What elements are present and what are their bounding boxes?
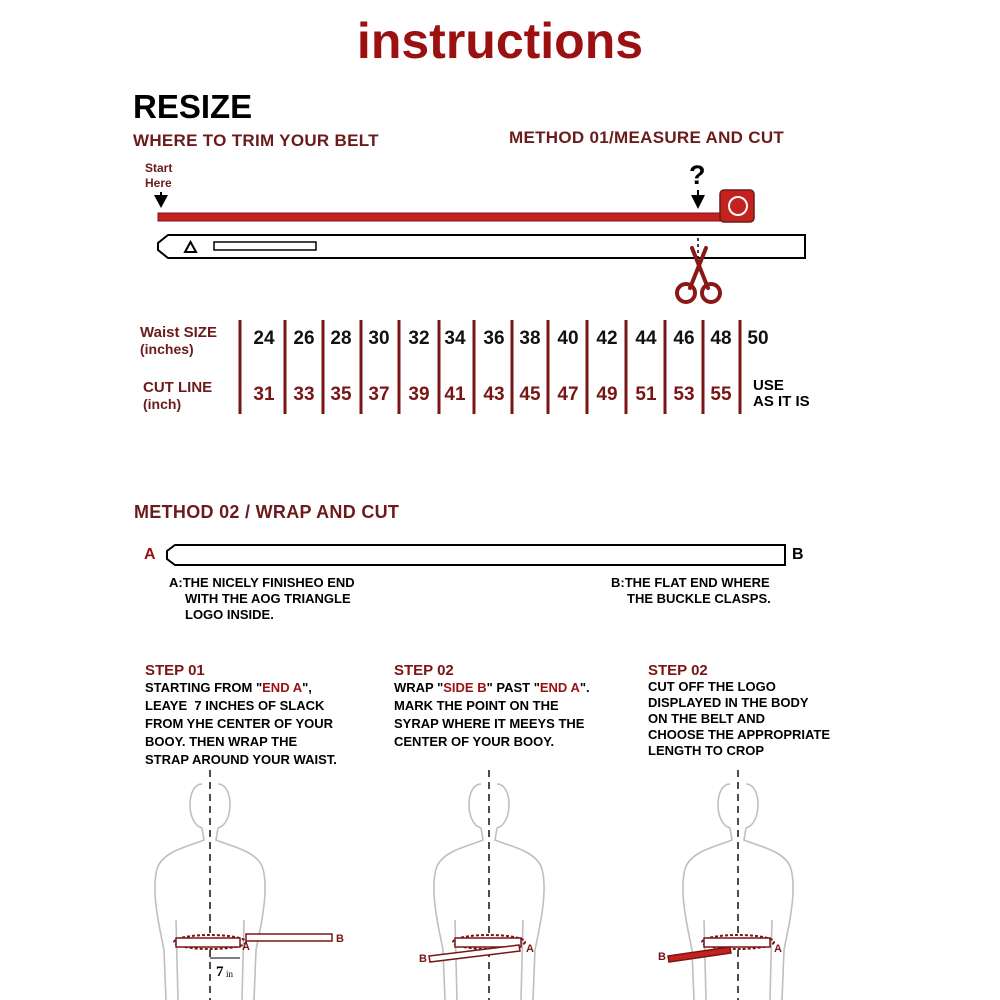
- step-3-label-a: A: [774, 943, 782, 955]
- step-3: [648, 662, 830, 759]
- step-1-figure: [155, 770, 332, 1000]
- page-title: instructions: [356, 13, 644, 69]
- use-as-is-note: USE AS IT IS: [753, 377, 810, 410]
- waist-size-cell: 30: [368, 328, 390, 349]
- start-here-label: Start Here: [145, 161, 173, 190]
- waist-size-cell: 46: [673, 328, 695, 349]
- cut-line-cell: 33: [293, 384, 315, 405]
- waist-size-cell: 24: [253, 328, 275, 349]
- waist-size-cell: 42: [596, 328, 618, 349]
- step-1-label-b: B: [336, 933, 344, 945]
- step-3-figure: [668, 770, 793, 1000]
- cut-line-cell: 37: [368, 384, 390, 405]
- question-mark: ?: [689, 160, 706, 190]
- waist-size-cell: 40: [557, 328, 579, 349]
- cut-line-cell: 47: [557, 384, 579, 405]
- waist-size-cell: 50: [747, 328, 769, 349]
- cut-line-label: CUT LINE (inch): [143, 379, 213, 412]
- step-2: [394, 662, 590, 751]
- waist-size-cell: 28: [330, 328, 352, 349]
- trim-subheading: WHERE TO TRIM YOUR BELT: [133, 131, 379, 150]
- end-b-label: B: [792, 546, 804, 563]
- step-2-figure: [429, 770, 544, 1000]
- slack-label: 7: [216, 964, 224, 980]
- waist-size-label: Waist SIZE (inches): [140, 324, 217, 357]
- cut-line-cell: 53: [673, 384, 695, 405]
- waist-size-cell: 26: [293, 328, 315, 349]
- waist-size-cell: 38: [519, 328, 541, 349]
- waist-size-cell: 36: [483, 328, 505, 349]
- slack-unit: in: [226, 969, 234, 979]
- step-3-text: CUT OFF THE LOGO DISPLAYED IN THE BODY ON THE BELT AND CHOOSE THE APPROPRIATE LENGTH TO CROP: [648, 679, 831, 758]
- method02-heading: METHOD 02 / WRAP AND CUT: [134, 502, 400, 522]
- cut-line-cell: 39: [408, 384, 430, 405]
- end-a-label: A: [144, 546, 156, 563]
- step-2-label-b: B: [419, 953, 427, 965]
- end-b-description: B:THE FLAT END WHERE THE BUCKLE CLASPS.: [611, 575, 771, 606]
- waist-size-cell: 44: [635, 328, 657, 349]
- step-3-title: STEP 02: [648, 662, 708, 679]
- method01-heading: METHOD 01/MEASURE AND CUT: [509, 128, 785, 147]
- figures: [0, 770, 1000, 1000]
- cut-line-cell: 45: [519, 384, 541, 405]
- waist-size-cell: 48: [710, 328, 732, 349]
- step-2-label-a: A: [526, 943, 534, 955]
- wrap-belt-icon: [167, 545, 785, 565]
- step-2-title: STEP 02: [394, 662, 454, 679]
- resize-heading: RESIZE: [133, 88, 253, 125]
- step-3-label-b: B: [658, 951, 666, 963]
- cut-line-cell: 31: [253, 384, 275, 405]
- step-1-text: STARTING FROM "END A", LEAYE 7 INCHES OF SLACK FROM YHE CENTER OF YOUR BOOY. THEN WRAP THE STRAP AROUND YOUR WAIST.: [145, 680, 337, 767]
- waist-size-cell: 34: [444, 328, 466, 349]
- cut-line-cell: 43: [483, 384, 505, 405]
- cut-line-cell: 35: [330, 384, 352, 405]
- step-2-text: WRAP "SIDE B" PAST "END A". MARK THE POINT ON THE SYRAP WHERE IT MEEYS THE CENTER OF YOUR BOOY.: [394, 680, 590, 749]
- cut-line-cell: 55: [710, 384, 732, 405]
- cut-line-cell: 51: [635, 384, 657, 405]
- cut-line-cell: 49: [596, 384, 618, 405]
- step-1-label-a: A: [242, 941, 250, 953]
- end-a-description: A:THE NICELY FINISHEO END WITH THE AOG TRIANGLE LOGO INSIDE.: [169, 575, 355, 622]
- step-1-title: STEP 01: [145, 662, 205, 679]
- cut-line-cell: 41: [444, 384, 466, 405]
- waist-size-cell: 32: [408, 328, 430, 349]
- step-1: [145, 662, 337, 769]
